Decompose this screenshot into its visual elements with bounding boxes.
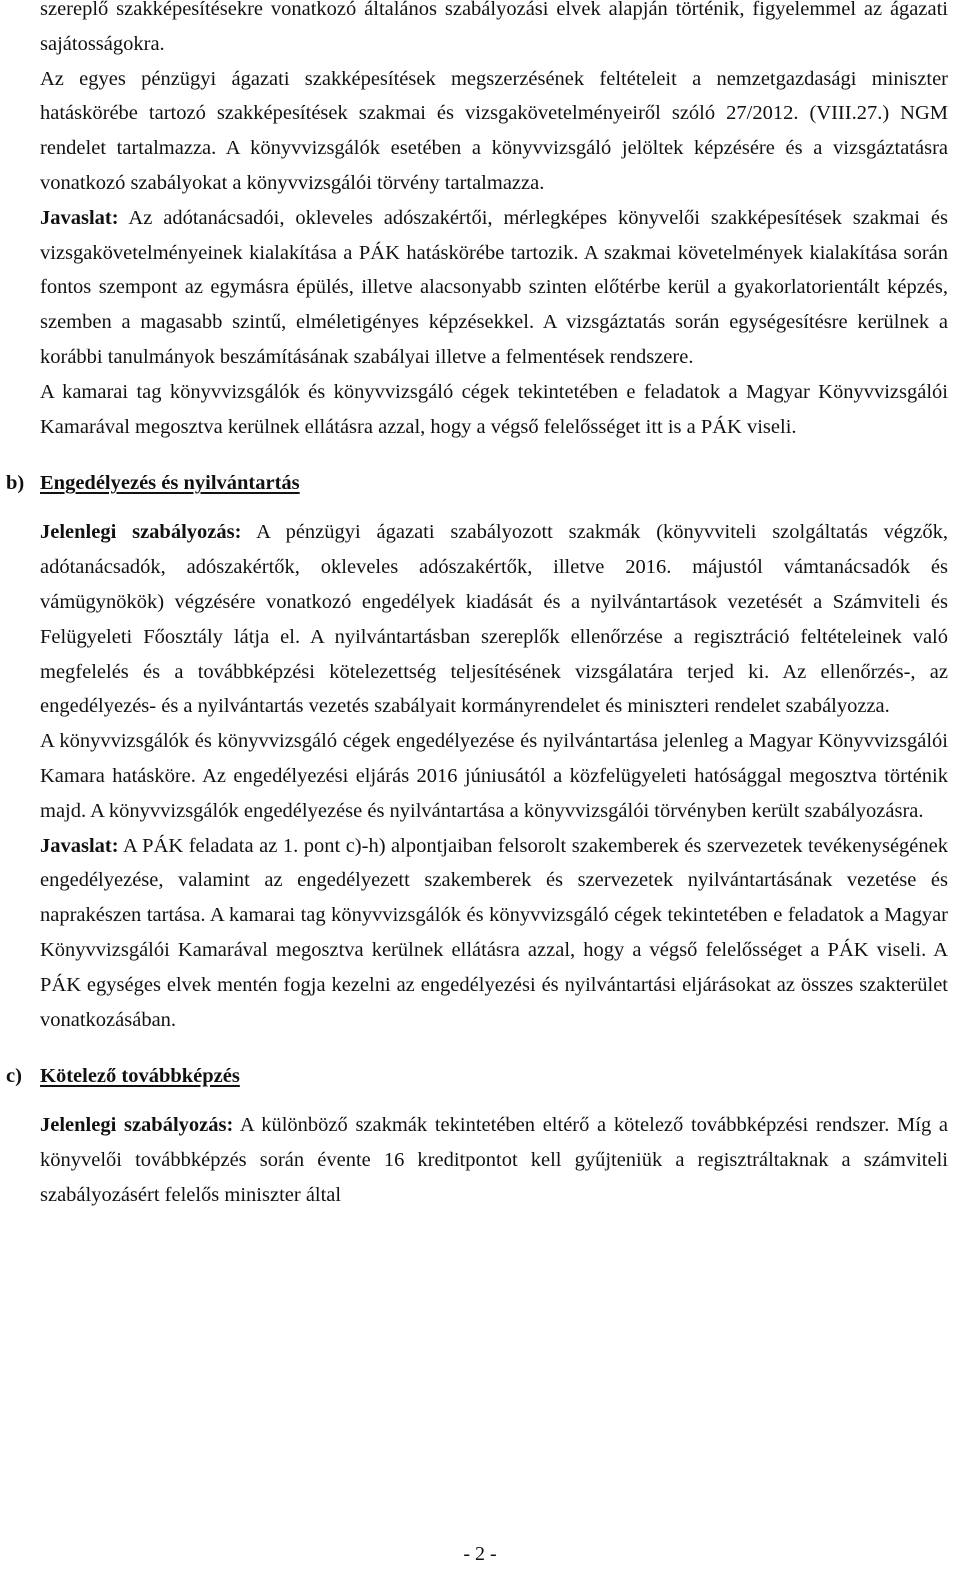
section-b-letter: b)	[6, 472, 25, 495]
section-c-heading	[0, 1059, 960, 1094]
proposal-text: A PÁK feladata az 1. pont c)-h) alpontjaiban felsorolt szakemberek és szervezetek tevékenységének engedélyezése, valamint az engedélyezett szakemberek és szervezetek nyilvántartásának vezetése és naprakészen tartása. A kamarai tag könyvvizsgálók és könyvvizsgáló cégek tekintetében e feladatok a Magyar Könyvvizsgálói Kamarával megosztva kerülnek ellátásra azzal, hogy a végső felelősséget a PÁK viseli. A PÁK egységes elvek mentén fogja kezelni az engedélyezési és nyilvántartási eljárásokat az összes szakterület vonatkozásában.	[40, 834, 948, 1031]
current-regulation-text: A pénzügyi ágazati szabályozott szakmák (könyvviteli szolgáltatás végzők, adótanácsadók, adószakértők, okleveles adószakértők, illetve 2016. májustól vámtanácsadók és vámügynökök) végzésére vonatkozó engedélyek kiadását és a nyilvántartások vezetését a Számviteli és Felügyeleti Főosztály látja el. A nyilvántartásban szereplők ellenőrzése a regisztráció feltételeinek való megfelelés és a továbbképzési kötelezettség teljesítésének vizsgálatára terjed ki. Az ellenőrzés-, az engedélyezés- és a nyilvántartás vezetés szabályait kormányrendelet és miniszteri rendelet szabályozza.	[40, 521, 948, 718]
intro-paragraph-4: A kamarai tag könyvvizsgálók és könyvvizsgáló cégek tekintetében e feladatok a Magyar Könyvvizsgálói Kamarával megosztva kerülnek ellátásra azzal, hogy a végső felelősséget itt is a PÁK viseli.	[40, 380, 948, 438]
section-c-title: Kötelező továbbképzés	[40, 1065, 240, 1088]
section-b-proposal	[0, 829, 960, 1038]
section-c-current-regulation	[0, 1108, 960, 1212]
section-b-paragraph-2: A könyvvizsgálók és könyvvizsgáló cégek engedélyezése és nyilvántartása jelenleg a Magyar Könyvvizsgálói Kamara hatásköre. Az engedélyezési eljárás 2016 júniusától a közfelügyeleti hatósággal megosztva történik majd. A könyvvizsgálók engedélyezése és nyilvántartása a könyvvizsgálói törvényben került szabályozásra.	[40, 730, 948, 822]
section-c-letter: c)	[6, 1065, 22, 1088]
intro-paragraph-2: Az egyes pénzügyi ágazati szakképesítések megszerzésének feltételeit a nemzetgazdasági miniszter hatáskörébe tartozó szakképesítések szakmai és vizsgakövetelményeiről szóló 27/2012. (VIII.27.) NGM rendelet tartalmazza. A könyvvizsgálók esetében a könyvvizsgáló jelöltek képzésére és a vizsgáztatásra vonatkozó szabályokat a könyvvizsgálói törvény tartalmazza.	[40, 67, 948, 194]
section-b-current-regulation	[0, 515, 960, 724]
current-regulation-label: Jelenlegi szabályozás:	[40, 1114, 234, 1137]
section-b-title: Engedélyezés és nyilvántartás	[40, 472, 300, 495]
proposal-label: Javaslat:	[40, 834, 119, 857]
proposal-label: Javaslat:	[40, 206, 119, 229]
section-b-heading	[0, 466, 960, 501]
page-number: - 2 -	[463, 1543, 497, 1565]
current-regulation-label: Jelenlegi szabályozás:	[40, 521, 242, 544]
intro-proposal-paragraph	[0, 201, 960, 375]
proposal-text: Az adótanácsadói, okleveles adószakértői, mérlegképes könyvelői szakképesítések szakmai és vizsgakövetelményeinek kialakítása a PÁK hatáskörébe tartozik. A szakmai követelmények kialakítása során fontos szempont az egymásra épülés, illetve alacsonyabb szinten előtérbe kerül a gyakorlatorientált képzés, szemben a magasabb szintű, elméletigényes képzésekkel. A vizsgáztatás során egységesítésre kerülnek a korábbi tanulmányok beszámításának szabályai illetve a felmentések rendszere.	[40, 206, 948, 368]
current-regulation-text: A különböző szakmák tekintetében eltérő a kötelező továbbképzési rendszer. Míg a könyvelői továbbképzés során évente 16 kreditpontot kell gyűjteniük a regisztráltaknak a számviteli szabályozásért felelős miniszter által	[40, 1114, 948, 1206]
intro-paragraph-1: szereplő szakképesítésekre vonatkozó általános szabályozási elvek alapján történik, figyelemmel az ágazati sajátosságokra.	[40, 0, 948, 55]
